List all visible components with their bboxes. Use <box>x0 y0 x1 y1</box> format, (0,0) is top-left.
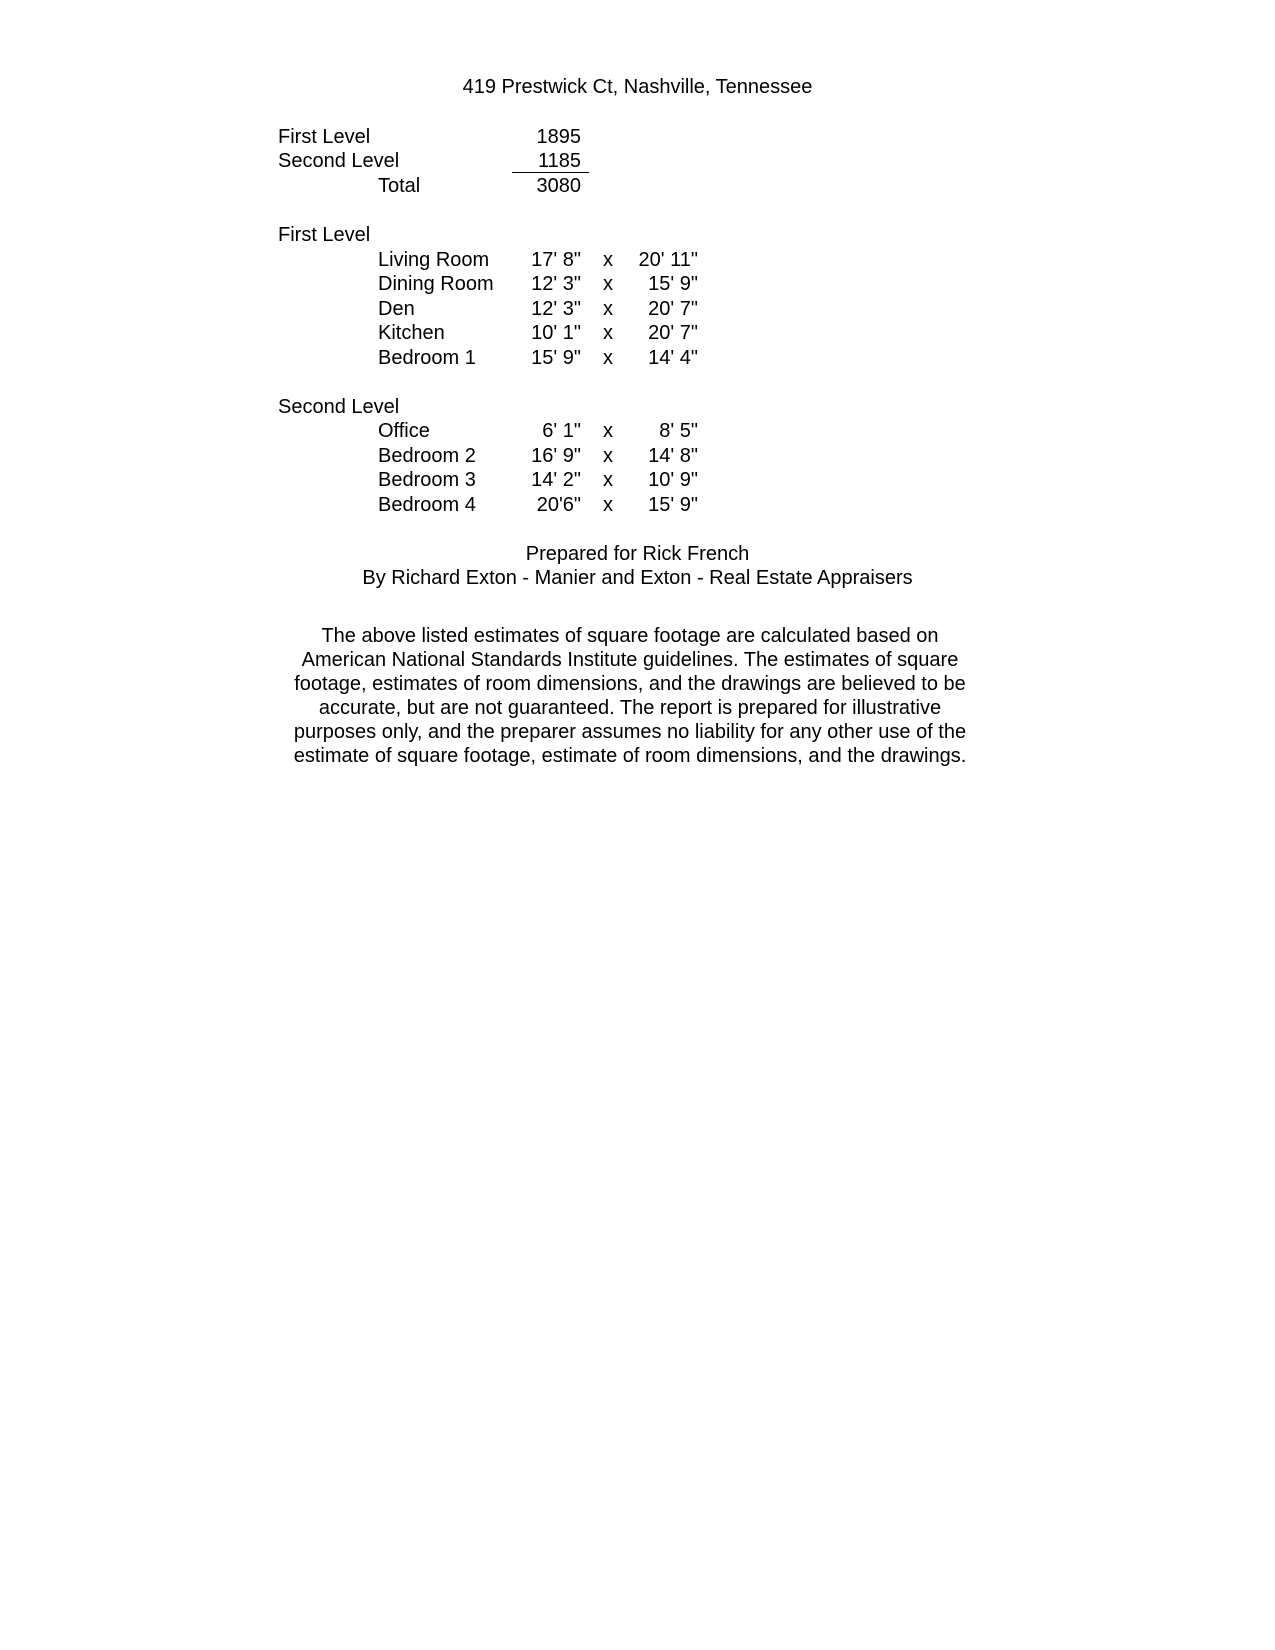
room-length: 14' 8" <box>648 445 698 467</box>
disclaimer-line: estimate of square footage, estimate of room dimensions, and the drawings. <box>293 745 967 767</box>
dimension-separator: x <box>603 494 613 516</box>
room-name: Kitchen <box>378 322 445 344</box>
room-length: 15' 9" <box>648 273 698 295</box>
room-width: 6' 1" <box>542 420 581 442</box>
room-name: Bedroom 3 <box>378 469 476 491</box>
room-name: Bedroom 1 <box>378 347 476 369</box>
summary-label-second-level: Second Level <box>278 150 400 172</box>
level-heading: First Level <box>278 224 371 246</box>
room-length: 20' 11" <box>638 249 698 271</box>
prepared-for: Prepared for Rick French <box>525 543 750 565</box>
room-name: Living Room <box>378 249 490 271</box>
room-length: 10' 9" <box>648 469 698 491</box>
room-width: 12' 3" <box>531 298 581 320</box>
room-name: Bedroom 4 <box>378 494 476 516</box>
room-name: Dining Room <box>378 273 494 295</box>
room-width: 15' 9" <box>531 347 581 369</box>
summary-value-second-level: 1185 <box>537 150 581 172</box>
disclaimer-line: purposes only, and the preparer assumes no liability for any other use of the <box>293 721 967 743</box>
summary-value-first-level: 1895 <box>536 126 581 148</box>
dimension-separator: x <box>603 273 613 295</box>
level-heading: Second Level <box>278 396 400 418</box>
room-width: 20'6" <box>536 494 581 516</box>
room-width: 12' 3" <box>531 273 581 295</box>
room-width: 16' 9" <box>531 445 581 467</box>
summary-total-label: Total <box>378 175 421 197</box>
room-width: 14' 2" <box>531 469 581 491</box>
room-length: 14' 4" <box>648 347 698 369</box>
dimension-separator: x <box>603 469 613 491</box>
dimension-separator: x <box>603 322 613 344</box>
dimension-separator: x <box>603 298 613 320</box>
dimension-separator: x <box>603 420 613 442</box>
room-name: Office <box>378 420 430 442</box>
disclaimer-paragraph <box>270 624 990 768</box>
sum-underline <box>512 172 589 173</box>
room-name: Den <box>378 298 415 320</box>
summary-label-first-level: First Level <box>278 126 371 148</box>
room-length: 8' 5" <box>659 420 698 442</box>
dimension-separator: x <box>603 347 613 369</box>
property-address-title: 419 Prestwick Ct, Nashville, Tennessee <box>462 76 813 98</box>
disclaimer-line: The above listed estimates of square footage are calculated based on <box>321 625 939 647</box>
room-length: 20' 7" <box>648 322 698 344</box>
disclaimer-line: accurate, but are not guaranteed. The report is prepared for illustrative <box>318 697 942 719</box>
prepared-by: By Richard Exton - Manier and Exton - Real Estate Appraisers <box>362 567 913 589</box>
room-length: 15' 9" <box>648 494 698 516</box>
summary-total-value: 3080 <box>536 175 581 197</box>
room-length: 20' 7" <box>648 298 698 320</box>
disclaimer-line: footage, estimates of room dimensions, and the drawings are believed to be <box>294 673 966 695</box>
room-name: Bedroom 2 <box>378 445 476 467</box>
room-width: 17' 8" <box>531 249 581 271</box>
disclaimer-line: American National Standards Institute guidelines. The estimates of square <box>301 649 959 671</box>
dimension-separator: x <box>603 445 613 467</box>
dimension-separator: x <box>603 249 613 271</box>
room-width: 10' 1" <box>531 322 581 344</box>
